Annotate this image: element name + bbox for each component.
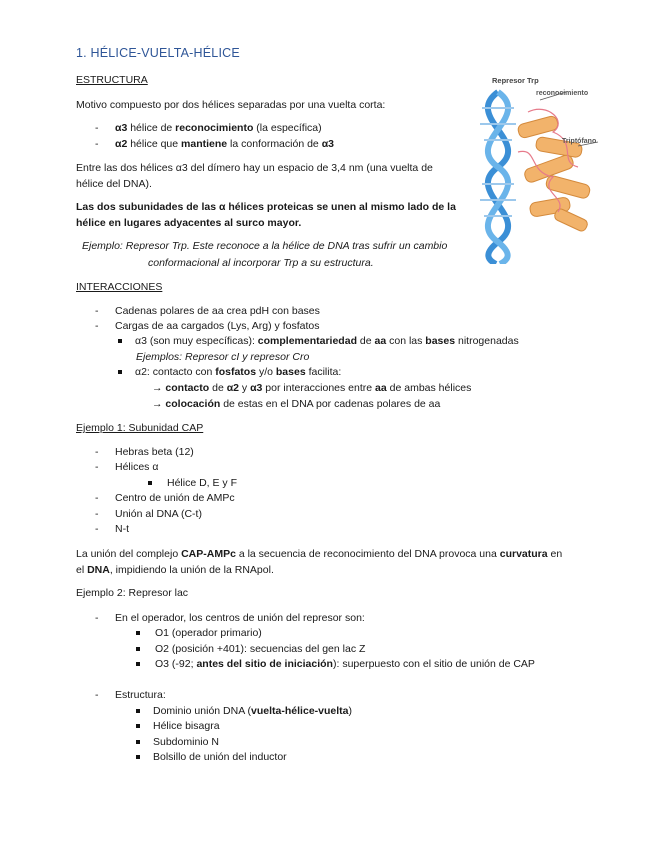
cap-item: Centro de unión de AMPc [115,492,235,504]
trp-repressor-figure [458,72,618,264]
cap-paragraph-l1: La unión del complejo CAP-AMPc a la secuencia de reconocimiento del DNA provoca una curvatura en [76,548,563,560]
square-bullet [136,724,140,728]
cap-subitem: Hélice D, E y F [167,477,238,489]
bullet-dash: - [95,305,99,317]
sublist-item-alpha3: α3 (son muy específicas): complementariedad de aa con las bases nitrogenadas [135,335,519,347]
lac-o3: O3 (-92; antes del sitio de iniciación): superpuesto con el sitio de unión de CAP [155,658,535,670]
example-trp-l2: conformacional al incorporar Trp a su estructura. [148,257,374,269]
square-bullet [136,755,140,759]
example-ci-cro: Ejemplos: Represor cI y represor Cro [136,351,310,363]
bullet-dash: - [95,138,99,150]
list-item-alpha2: α2 hélice que mantiene la conformación de α3 [115,138,334,150]
estructura-label: ESTRUCTURA [76,74,148,86]
figure-label-reconocimiento: reconocimiento [536,90,589,97]
bullet-dash: - [95,523,99,535]
square-bullet [136,631,140,635]
square-bullet [136,662,140,666]
bullet-dash: - [95,508,99,520]
cap-label: Ejemplo 1: Subunidad CAP [76,422,204,434]
bullet-dash: - [95,612,99,624]
paragraph-espacio-l2: hélice del DNA). [76,178,152,190]
square-bullet [136,647,140,651]
section-heading: 1. HÉLICE-VUELTA-HÉLICE [76,46,240,60]
cap-item: Hélices α [115,461,159,473]
lac-estructura-item: Hélice bisagra [153,720,220,732]
lac-o2: O2 (posición +401): secuencias del gen lac Z [155,643,366,655]
lac-operador: En el operador, los centros de unión del represor son: [115,612,365,624]
lac-o1: O1 (operador primario) [155,627,262,639]
paragraph-espacio-l1: Entre las dos hélices α3 del dímero hay un espacio de 3,4 nm (una vuelta de [76,162,433,174]
lac-label: Ejemplo 2: Represor lac [76,587,189,599]
figure-label-triptofano: Triptófano [562,138,597,145]
trp-repressor-illustration [458,72,618,264]
list-item-cargas: Cargas de aa cargados (Lys, Arg) y fosfatos [115,320,320,332]
square-bullet [118,339,122,343]
lac-estructura: Estructura: [115,689,166,701]
arrow-line-colocacion: → colocación de estas en el DNA por cadenas polares de aa [152,398,441,410]
paragraph-subunidades-l1: Las dos subunidades de las α hélices proteicas se unen al mismo lado de la [76,201,456,213]
bullet-dash: - [95,461,99,473]
arrow-line-contacto: → contacto de α2 y α3 por interacciones entre aa de ambas hélices [152,382,472,394]
interacciones-label: INTERACCIONES [76,281,163,293]
cap-item: Unión al DNA (C-t) [115,508,202,520]
list-item-cadenas: Cadenas polares de aa crea pdH con bases [115,305,320,317]
bullet-dash: - [95,446,99,458]
bullet-dash: - [95,320,99,332]
bullet-dash: - [95,492,99,504]
bullet-dash: - [95,689,99,701]
bullet-dash: - [95,122,99,134]
sublist-item-alpha2: α2: contacto con fosfatos y/o bases facilita: [135,366,342,378]
paragraph-subunidades-l2: hélice en lugares adyacentes al surco mayor. [76,217,302,229]
lac-estructura-item: Bolsillo de unión del inductor [153,751,287,763]
cap-item: N-t [115,523,129,535]
lac-estructura-item: Dominio unión DNA (vuelta-hélice-vuelta) [153,705,352,717]
square-bullet [136,709,140,713]
square-bullet [148,481,152,485]
example-trp-l1: Ejemplo: Represor Trp. Este reconoce a la hélice de DNA tras sufrir un cambio [82,240,448,252]
estructura-intro: Motivo compuesto por dos hélices separadas por una vuelta corta: [76,99,386,111]
cap-item: Hebras beta (12) [115,446,194,458]
square-bullet [118,370,122,374]
square-bullet [136,740,140,744]
list-item-alpha3: α3 hélice de reconocimiento (la específica) [115,122,322,134]
lac-estructura-item: Subdominio N [153,736,219,748]
figure-title: Represor Trp [492,76,539,85]
cap-paragraph-l2: el DNA, impidiendo la unión de la RNApol. [76,564,274,576]
